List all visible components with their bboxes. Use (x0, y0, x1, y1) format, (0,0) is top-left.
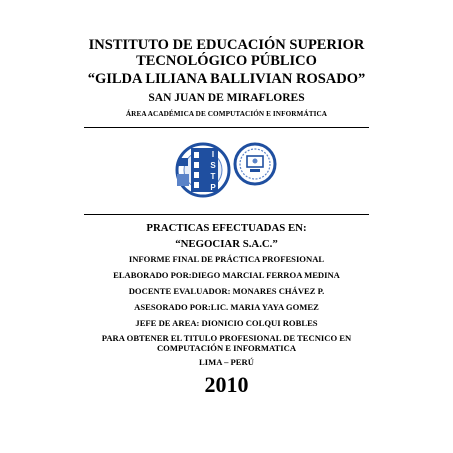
istp-letters (208, 148, 218, 192)
institute-title-line1: INSTITUTO DE EDUCACIÓN SUPERIOR (88, 37, 365, 53)
author-line: ELABORADO POR:DIEGO MARCIAL FERROA MEDINA (113, 270, 340, 280)
computer-gear-emblem-icon (235, 144, 275, 184)
academic-area: ÁREA ACADÉMICA DE COMPUTACIÓN E INFORMÁTICA (125, 110, 328, 118)
purpose-line2: COMPUTACIÓN E INFORMATICA (156, 343, 297, 353)
area-head-line: JEFE DE AREA: DIONICIO COLQUI ROBLES (135, 318, 318, 328)
practicas-heading: PRACTICAS EFECTUADAS EN: (146, 222, 307, 234)
institute-title-line2: TECNOLÓGICO PÚBLICO (136, 53, 317, 69)
svg-text:P: P (210, 183, 216, 192)
advisor-line: ASESORADO POR:LIC. MARIA YAYA GOMEZ (134, 302, 319, 312)
svg-text:S: S (210, 161, 216, 170)
place-line: LIMA – PERÚ (199, 357, 254, 367)
svg-text:I: I (211, 150, 215, 159)
institute-logo (173, 134, 283, 206)
evaluator-line: DOCENTE EVALUADOR: MONARES CHÁVEZ P. (128, 286, 325, 296)
svg-text:T: T (210, 172, 216, 181)
middle-divider (84, 214, 369, 215)
institute-name: “GILDA LILIANA BALLIVIAN ROSADO” (87, 71, 366, 87)
tower-emblem-icon (177, 144, 229, 196)
institute-city: SAN JUAN DE MIRAFLORES (148, 92, 305, 104)
top-divider (84, 127, 369, 128)
year: 2010 (204, 372, 249, 397)
company-name: “NEGOCIAR S.A.C.” (175, 238, 278, 250)
report-title: INFORME FINAL DE PRÁCTICA PROFESIONAL (128, 254, 325, 264)
purpose-line1: PARA OBTENER EL TITULO PROFESIONAL DE TECNICO EN (101, 333, 352, 343)
